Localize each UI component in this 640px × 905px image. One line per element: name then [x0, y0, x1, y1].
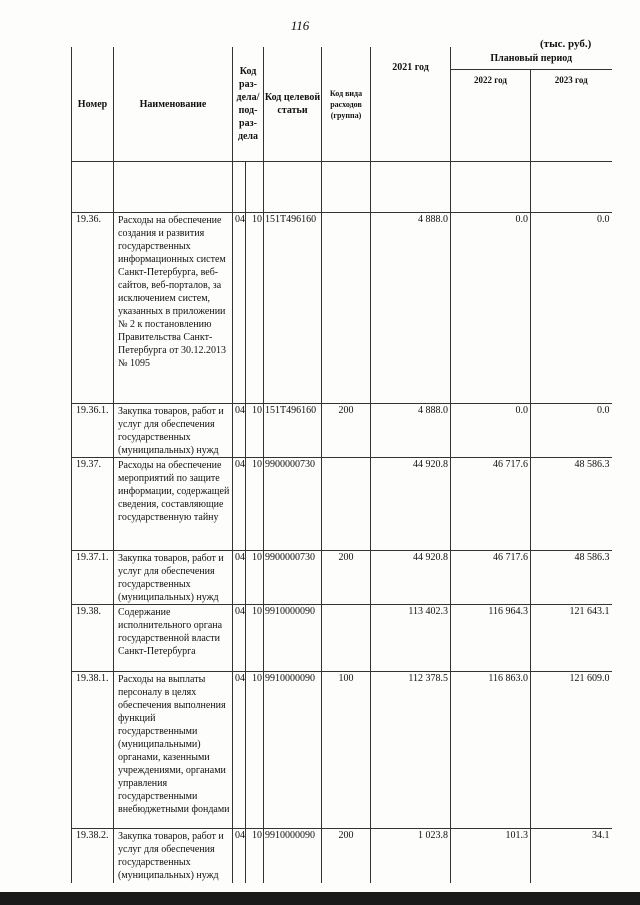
row-article-code: 9900000730 — [264, 551, 322, 605]
row-number: 19.38.1. — [72, 672, 114, 829]
row-section-code: 04 — [233, 672, 246, 829]
row-name: Расходы на обеспечение мероприятий по защите информации, содержащей сведения, составляющие государственную тайну — [114, 458, 233, 551]
row-number: 19.36. — [72, 213, 114, 404]
row-article-code: 9910000090 — [264, 829, 322, 884]
table-header — [72, 47, 612, 162]
col-expense-type-header: Код вида расходов (группа) — [322, 47, 371, 162]
budget-table — [71, 47, 612, 883]
row-amount-2021: 112 378.5 — [371, 672, 451, 829]
row-name: Закупка товаров, работ и услуг для обеспечения государственных (муниципальных) нужд — [114, 404, 233, 458]
row-expense-type — [322, 213, 371, 404]
row-number: 19.37.1. — [72, 551, 114, 605]
row-section-code: 04 — [233, 605, 246, 672]
row-number: 19.37. — [72, 458, 114, 551]
table-row — [72, 829, 612, 884]
row-section-code: 04 — [233, 829, 246, 884]
row-amount-2023: 34.1 — [531, 829, 612, 884]
header-gap-row — [72, 162, 612, 213]
row-amount-2023: 48 586.3 — [531, 551, 612, 605]
col-2021-header: 2021 год — [371, 47, 451, 162]
row-amount-2021: 1 023.8 — [371, 829, 451, 884]
row-number: 19.38.2. — [72, 829, 114, 884]
row-amount-2023: 0.0 — [531, 213, 612, 404]
row-name: Закупка товаров, работ и услуг для обеспечения государственных (муниципальных) нужд — [114, 551, 233, 605]
row-amount-2022: 116 863.0 — [451, 672, 531, 829]
row-article-code: 9900000730 — [264, 458, 322, 551]
row-amount-2022: 101.3 — [451, 829, 531, 884]
scan-bottom-edge — [0, 892, 640, 905]
col-name-header: Наименование — [114, 47, 233, 162]
row-section-code: 04 — [233, 213, 246, 404]
col-section-header: Код раз-дела/ под-раз-дела — [233, 47, 264, 162]
row-amount-2021: 44 920.8 — [371, 551, 451, 605]
row-amount-2021: 113 402.3 — [371, 605, 451, 672]
col-2022-header: 2022 год — [451, 70, 531, 162]
units-label: (тыс. руб.) — [540, 38, 592, 50]
row-name: Расходы на выплаты персоналу в целях обеспечения выполнения функций государственными (муниципальными) органами, казенными учреждениями, органами управления государственными внебюджетными фондами — [114, 672, 233, 829]
row-subsection-code: 10 — [246, 458, 264, 551]
table-row — [72, 605, 612, 672]
row-number: 19.36.1. — [72, 404, 114, 458]
table-row — [72, 458, 612, 551]
row-subsection-code: 10 — [246, 404, 264, 458]
row-amount-2022: 46 717.6 — [451, 458, 531, 551]
col-number-header: Номер — [72, 47, 114, 162]
col-article-header: Код целевой статьи — [264, 47, 322, 162]
row-expense-type: 200 — [322, 829, 371, 884]
row-article-code: 9910000090 — [264, 672, 322, 829]
row-number: 19.38. — [72, 605, 114, 672]
row-subsection-code: 10 — [246, 551, 264, 605]
row-amount-2021: 4 888.0 — [371, 213, 451, 404]
row-article-code: 9910000090 — [264, 605, 322, 672]
row-subsection-code: 10 — [246, 605, 264, 672]
table-row — [72, 404, 612, 458]
row-section-code: 04 — [233, 404, 246, 458]
row-amount-2022: 46 717.6 — [451, 551, 531, 605]
page-number: 116 — [290, 18, 310, 33]
row-subsection-code: 10 — [246, 829, 264, 884]
row-article-code: 151Т496160 — [264, 213, 322, 404]
table-row — [72, 551, 612, 605]
row-expense-type — [322, 605, 371, 672]
row-amount-2022: 116 964.3 — [451, 605, 531, 672]
row-amount-2023: 48 586.3 — [531, 458, 612, 551]
row-expense-type — [322, 458, 371, 551]
row-article-code: 151Т496160 — [264, 404, 322, 458]
row-section-code: 04 — [233, 458, 246, 551]
row-expense-type: 200 — [322, 404, 371, 458]
row-amount-2021: 4 888.0 — [371, 404, 451, 458]
table-body — [72, 162, 612, 884]
row-expense-type: 200 — [322, 551, 371, 605]
row-section-code: 04 — [233, 551, 246, 605]
row-name: Содержание исполнительного органа государственной власти Санкт-Петербурга — [114, 605, 233, 672]
col-2023-header: 2023 год — [531, 70, 612, 162]
row-amount-2021: 44 920.8 — [371, 458, 451, 551]
row-expense-type: 100 — [322, 672, 371, 829]
row-amount-2023: 121 609.0 — [531, 672, 612, 829]
row-amount-2022: 0.0 — [451, 213, 531, 404]
table-row — [72, 672, 612, 829]
row-subsection-code: 10 — [246, 672, 264, 829]
table-row — [72, 213, 612, 404]
row-name: Закупка товаров, работ и услуг для обеспечения государственных (муниципальных) нужд — [114, 829, 233, 884]
row-amount-2023: 121 643.1 — [531, 605, 612, 672]
row-amount-2023: 0.0 — [531, 404, 612, 458]
row-subsection-code: 10 — [246, 213, 264, 404]
row-amount-2022: 0.0 — [451, 404, 531, 458]
plan-period-header: Плановый период — [451, 47, 612, 70]
row-name: Расходы на обеспечение создания и развития государственных информационных систем Санкт-Петербурга, веб-сайтов, веб-порталов, за исключением систем, указанных в приложении № 2 к постановлению Правительства Санкт-Петербурга от 30.12.2013 № 1095 — [114, 213, 233, 404]
